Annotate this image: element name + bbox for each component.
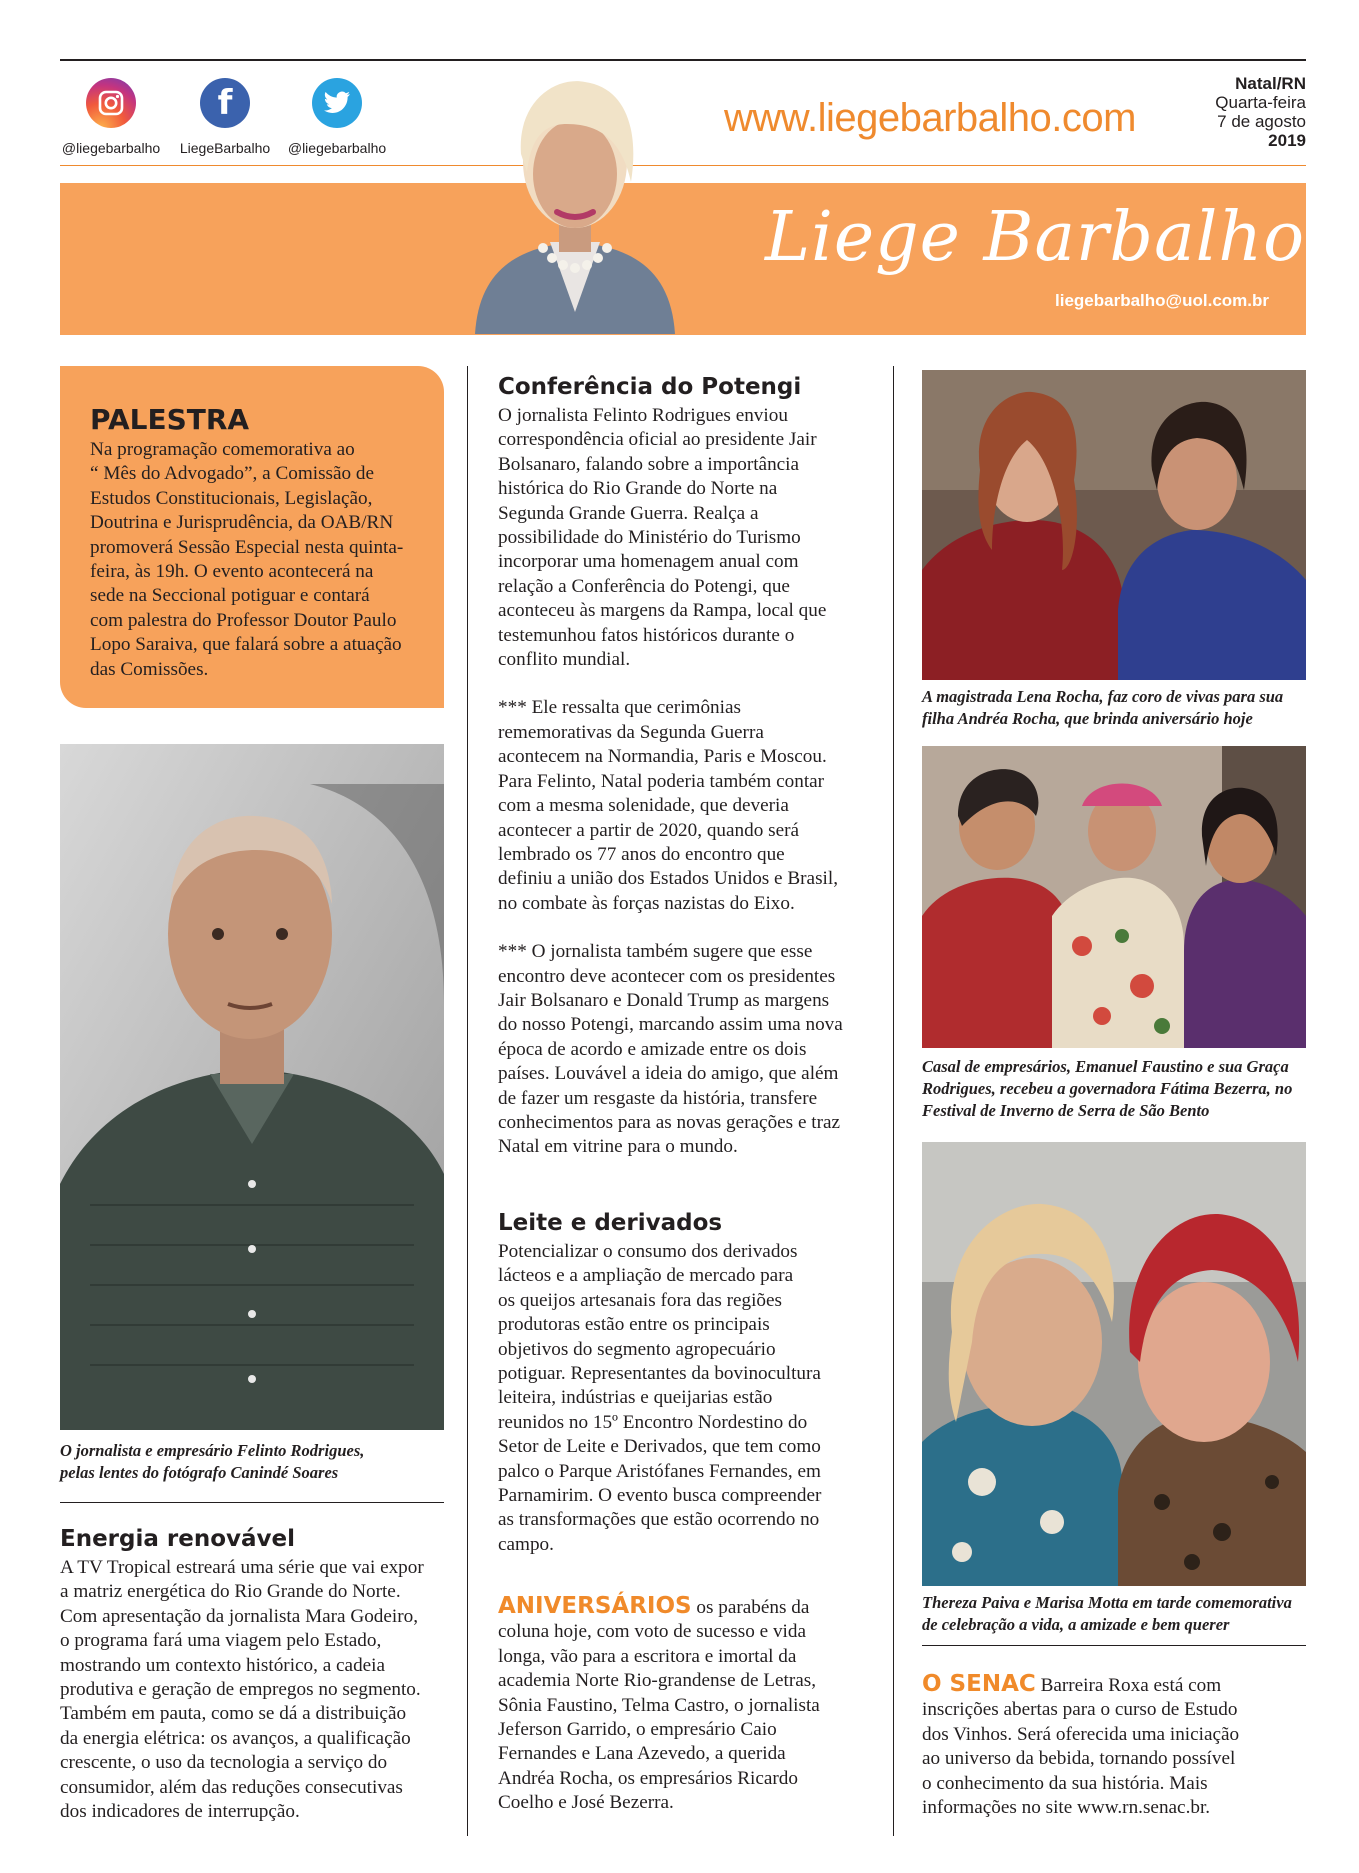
- aniversarios-text: [498, 1594, 888, 1816]
- weekday: Quarta-feira: [1215, 93, 1306, 112]
- text-line: A TV Tropical estreará uma série que vai expor: [60, 1557, 424, 1578]
- energia-title: Energia renovável: [60, 1526, 296, 1552]
- top-rule: [60, 59, 1306, 61]
- columnist-portrait: [455, 62, 695, 334]
- date: 7 de agosto: [1217, 112, 1306, 131]
- text-line: os queijos artesanais fora das regiões: [498, 1289, 782, 1311]
- text-line: aconteceu às margens da Rampa, local que: [498, 600, 827, 622]
- faustino-fatima-bezerra-photo: [922, 746, 1306, 1048]
- text-line: correspondência oficial ao presidente Jair: [498, 429, 817, 451]
- text-line: acontecer a partir de 2020, quando será: [498, 819, 799, 841]
- senac-first-line: [922, 1672, 1312, 1698]
- text-line: definiu a união dos Estados Unidos e Brasil,: [498, 868, 838, 890]
- lena-andrea-rocha-photo: [922, 370, 1306, 680]
- text-line: Jeferson Garrido, o empresário Caio: [498, 1719, 777, 1741]
- caption-line: O jornalista e empresário Felinto Rodrigues,: [60, 1441, 365, 1460]
- text-line: ao universo da bebida, tornando possível: [922, 1748, 1236, 1770]
- text-line: dos Vinhos. Será oferecida uma iniciação: [922, 1723, 1240, 1745]
- text-line: Natal em vitrine para o mundo.: [498, 1136, 738, 1158]
- caption-line: Thereza Paiva e Marisa Motta em tarde comemorativa: [922, 1593, 1292, 1612]
- felinto-rodrigues-photo: [60, 744, 444, 1430]
- text-line: Segunda Grande Guerra. Realça a: [498, 502, 759, 524]
- text-line: reunidos no 15º Encontro Nordestino do: [498, 1411, 808, 1433]
- text-line: consumidor, além das reduções consecutivas: [60, 1776, 403, 1798]
- leite-text: [498, 1240, 878, 1557]
- section-divider: [60, 1502, 444, 1503]
- text-line: o conhecimento da sua história. Mais: [922, 1772, 1208, 1794]
- text-line: *** Ele ressalta que cerimônias: [498, 697, 741, 719]
- caption-line: filha Andréa Rocha, que brinda aniversário hoje: [922, 709, 1253, 728]
- instagram-handle: @liegebarbalho: [61, 140, 161, 156]
- text-line: as transformações que estão ocorrendo no: [498, 1509, 820, 1531]
- text-line: campo.: [498, 1533, 554, 1555]
- text-line: da energia elétrica: os avanços, a qualificação: [60, 1727, 411, 1749]
- energia-text: [60, 1556, 450, 1824]
- text-line: dos indicadores de interrupção.: [60, 1801, 300, 1823]
- senac-text: [922, 1672, 1312, 1820]
- caption-line: Rodrigues, recebeu a governadora Fátima Bezerra, no: [922, 1079, 1293, 1098]
- text-line: do nosso Potengi, marcando assim uma nova: [498, 1014, 843, 1036]
- columnist-name: Liege Barbalho: [765, 198, 1306, 277]
- text-line: informações no site www.rn.senac.br.: [922, 1797, 1211, 1819]
- text-line: no combate às forças nazistas do Eixo.: [498, 892, 795, 914]
- text-line: Bolsanaro, falando sobre a importância: [498, 453, 800, 475]
- facebook-handle: LiegeBarbalho: [179, 140, 271, 156]
- text-line: palco o Parque Aristófanes Fernandes, em: [498, 1460, 821, 1482]
- text-line: inscrições abertas para o curso de Estudo: [922, 1699, 1238, 1721]
- text-line: incorporar uma homenagem anual com: [498, 551, 799, 573]
- senac-lead: O SENAC: [922, 1671, 1036, 1697]
- columnist-email[interactable]: liegebarbalho@uol.com.br: [1055, 291, 1269, 310]
- leite-title: Leite e derivados: [498, 1210, 723, 1236]
- text-line: academia Norte Rio-grandense de Letras,: [498, 1670, 817, 1692]
- text-fragment: os parabéns da: [691, 1597, 810, 1618]
- thereza-marisa-photo: [922, 1142, 1306, 1586]
- text-line: Na programação comemorativa ao: [90, 439, 355, 460]
- paragraph-gap: [498, 672, 878, 696]
- column-rule-right: [893, 366, 894, 1836]
- text-line: Estudos Constitucionais, Legislação,: [90, 487, 373, 509]
- text-line: relação a Conferência do Potengi, que: [498, 575, 790, 597]
- text-line: países. Louvável a ideia do amigo, que além: [498, 1063, 839, 1085]
- section-divider: [922, 1645, 1306, 1646]
- text-line: encontro deve acontecer com os presidentes: [498, 965, 836, 987]
- caption-line: A magistrada Lena Rocha, faz coro de vivas para sua: [922, 687, 1284, 706]
- twitter-handle: @liegebarbalho: [287, 140, 387, 156]
- text-line: Setor de Leite e Derivados, que tem como: [498, 1436, 821, 1458]
- site-url[interactable]: www.liegebarbalho.com: [724, 96, 1136, 140]
- text-line: rememorativas da Segunda Guerra: [498, 721, 764, 743]
- text-line: testemunhou fatos históricos durante o: [498, 624, 795, 646]
- text-line: Também em pauta, como se dá a distribuição: [60, 1703, 407, 1725]
- twitter-icon: [312, 78, 362, 128]
- text-line: coluna hoje, com voto de sucesso e vida: [498, 1621, 806, 1643]
- text-line: com a mesma solenidade, que deveria: [498, 795, 789, 817]
- text-line: longa, vão para a escritora e imortal da: [498, 1645, 797, 1667]
- text-line: Com apresentação da jornalista Mara Godeiro,: [60, 1605, 419, 1627]
- text-line: leiteira, indústrias e queijarias estão: [498, 1387, 773, 1409]
- text-line: O jornalista Felinto Rodrigues enviou: [498, 405, 788, 426]
- dateline: [1215, 74, 1306, 150]
- text-line: Andréa Rocha, os empresários Ricardo: [498, 1767, 798, 1789]
- year: 2019: [1268, 131, 1306, 150]
- photo2-caption: [922, 1056, 1306, 1122]
- text-line: promoverá Sessão Especial nesta quinta-: [90, 536, 404, 558]
- photo3-caption: [922, 1592, 1306, 1636]
- text-line: potiguar. Representantes da bovinocultura: [498, 1363, 821, 1385]
- palestra-title: PALESTRA: [90, 403, 250, 436]
- twitter-link[interactable]: [282, 78, 392, 156]
- instagram-icon: [86, 78, 136, 128]
- text-line: “ Mês do Advogado”, a Comissão de: [90, 463, 375, 485]
- text-line: produtiva e geração de empregos no segmento.: [60, 1679, 421, 1701]
- text-line: lácteos e a ampliação de mercado para: [498, 1265, 794, 1287]
- city: Natal/RN: [1235, 74, 1306, 93]
- felinto-photo-caption: [60, 1440, 444, 1484]
- text-line: histórica do Rio Grande do Norte na: [498, 478, 778, 500]
- facebook-link[interactable]: [170, 78, 280, 156]
- text-line: possibilidade do Ministério do Turismo: [498, 527, 801, 549]
- text-line: feira, às 19h. O evento acontecerá na: [90, 561, 374, 583]
- text-line: conflito mundial.: [498, 649, 631, 671]
- text-line: sede na Seccional potiguar e contará: [90, 585, 370, 607]
- text-line: o programa fará uma viagem pelo Estado,: [60, 1630, 382, 1652]
- text-line: lembrado os 77 anos do encontro que: [498, 843, 785, 865]
- text-line: produtoras estão entre os principais: [498, 1314, 770, 1336]
- text-line: época de acordo e amizade entre os dois: [498, 1038, 807, 1060]
- text-line: Lopo Saraiva, que falará sobre a atuação: [90, 634, 402, 656]
- facebook-icon: f: [200, 78, 250, 128]
- text-line: Potencializar o consumo dos derivados: [498, 1241, 798, 1262]
- text-line: *** O jornalista também sugere que esse: [498, 941, 813, 963]
- photo1-caption: [922, 686, 1306, 730]
- text-line: a matriz energética do Rio Grande do Norte.: [60, 1581, 401, 1603]
- column-rule-left: [467, 366, 468, 1836]
- text-line: Coelho e José Bezerra.: [498, 1792, 674, 1814]
- text-line: mostrando um contexto histórico, a cadeia: [60, 1654, 386, 1676]
- text-line: das Comissões.: [90, 658, 209, 680]
- text-line: Jair Bolsanaro e Donald Trump as margens: [498, 989, 830, 1011]
- text-line: com palestra do Professor Doutor Paulo: [90, 609, 397, 631]
- text-line: conhecimentos para as novas gerações e traz: [498, 1111, 841, 1133]
- text-fragment: Barreira Roxa está com: [1035, 1675, 1222, 1696]
- aniversarios-first-line: [498, 1594, 888, 1620]
- text-line: de fazer um resgaste da história, transfere: [498, 1087, 818, 1109]
- text-line: Parnamirim. O evento busca compreender: [498, 1485, 822, 1507]
- palestra-text: [90, 438, 426, 682]
- paragraph-gap: [498, 916, 878, 940]
- text-line: Sônia Faustino, Telma Castro, o jornalista: [498, 1694, 820, 1716]
- instagram-link[interactable]: [56, 78, 166, 156]
- text-line: Doutrina e Jurisprudência, da OAB/RN: [90, 512, 394, 534]
- text-line: Para Felinto, Natal poderia também contar: [498, 770, 825, 792]
- caption-line: de celebração a vida, a amizade e bem querer: [922, 1615, 1230, 1634]
- text-line: Fernandes e Lana Azevedo, a querida: [498, 1743, 786, 1765]
- conferencia-text: [498, 404, 878, 1160]
- text-line: crescente, o uso da tecnologia a serviço do: [60, 1752, 388, 1774]
- caption-line: pelas lentes do fotógrafo Canindé Soares: [60, 1463, 339, 1482]
- caption-line: Festival de Inverno de Serra de São Bento: [922, 1101, 1210, 1120]
- aniversarios-lead: ANIVERSÁRIOS: [498, 1593, 692, 1619]
- conferencia-title: Conferência do Potengi: [498, 374, 802, 400]
- caption-line: Casal de empresários, Emanuel Faustino e sua Graça: [922, 1057, 1289, 1076]
- text-line: objetivos do segmento agropecuário: [498, 1338, 776, 1360]
- text-line: acontecem na Normandia, Paris e Moscou.: [498, 746, 827, 768]
